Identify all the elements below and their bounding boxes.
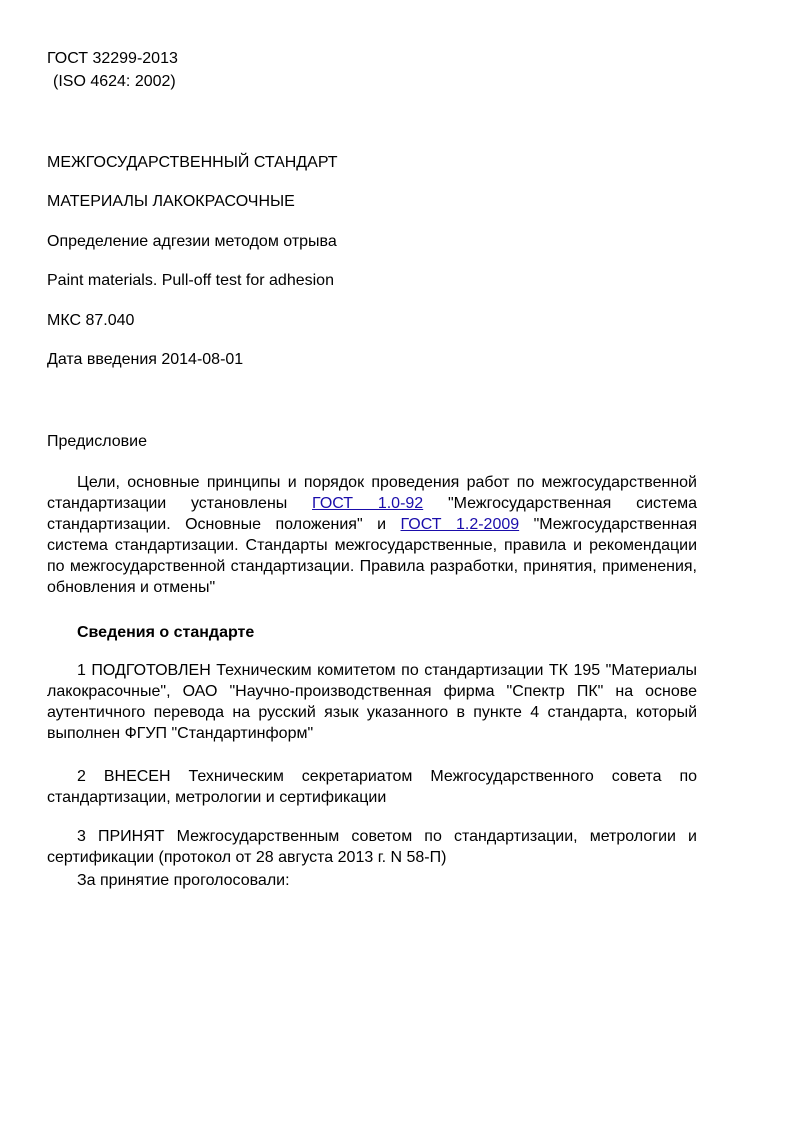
preface-text-1: Цели, основные принципы и порядок проведения работ по межгосударственной стандартизации установлены xyxy=(47,474,697,512)
title-english: Paint materials. Pull-off test for adhesion xyxy=(47,272,334,289)
info-item-2: 2 ВНЕСЕН Техническим секретариатом Межгосударственного совета по стандартизации, метрологии и сертификации xyxy=(47,768,697,806)
voted-label: За принятие проголосовали: xyxy=(77,872,290,889)
effective-date: Дата введения 2014-08-01 xyxy=(47,351,244,368)
preface-text-2: "Межгосударственная система стандартизации. Основные положения" и xyxy=(47,495,697,533)
standard-subject: МАТЕРИАЛЫ ЛАКОКРАСОЧНЫЕ xyxy=(47,193,295,210)
preface-text-3: "Межгосударственная система стандартизации. Стандарты межгосударственные, правила и рекомендации по межгосударственной стандартизации. Правила разработки, принятия, применения, обновления и отмены" xyxy=(47,516,697,596)
standard-category: МЕЖГОСУДАРСТВЕННЫЙ СТАНДАРТ xyxy=(47,154,338,171)
gost-1-2-2009-link[interactable]: ГОСТ 1.2-2009 xyxy=(400,516,520,533)
iso-reference: (ISO 4624: 2002) xyxy=(53,73,176,90)
gost-1-0-92-link[interactable]: ГОСТ 1.0-92 xyxy=(312,495,424,512)
info-heading: Сведения о стандарте xyxy=(77,624,255,641)
info-item-3: 3 ПРИНЯТ Межгосударственным советом по стандартизации, метрологии и сертификации (протокол от 28 августа 2013 г. N 58-П) xyxy=(47,828,697,866)
title-russian: Определение адгезии методом отрыва xyxy=(47,233,337,250)
preface-heading: Предисловие xyxy=(47,433,147,450)
standard-code: ГОСТ 32299-2013 xyxy=(47,50,178,67)
preface-paragraph xyxy=(47,472,697,598)
mks-code: МКС 87.040 xyxy=(47,312,135,329)
info-item-1: 1 ПОДГОТОВЛЕН Техническим комитетом по стандартизации ТК 195 "Материалы лакокрасочные", ОАО "Научно-производственная фирма "Спектр ПК" на основе аутентичного перевода на русский язык указанного в пункте 4 стандарта, который выполнен ФГУП "Стандартинформ" xyxy=(47,662,697,742)
